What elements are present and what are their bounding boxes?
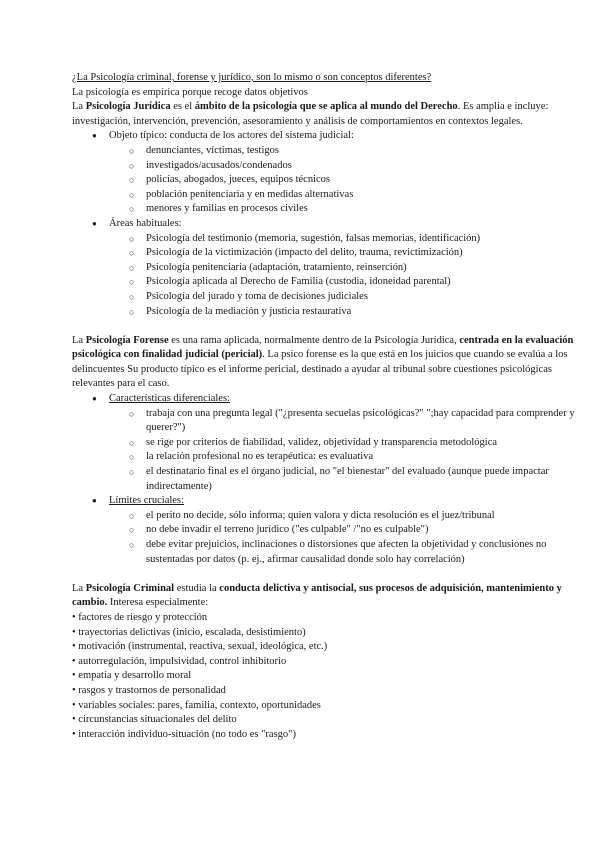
juridica-objeto: [92, 129, 580, 217]
areas-sublist: [109, 232, 580, 320]
forense-definition: centrada en la evaluación psicológica con finalidad judicial (pericial): [72, 334, 574, 361]
list-item: ○ Psicología del testimonio (memoria, sugestión, falsas memorias, identificación): [129, 232, 580, 247]
list-item: • autorregulación, impulsividad, control inhibitorio: [72, 655, 287, 667]
caracteristicas-sublist: [109, 407, 580, 495]
list-item: ○ el destinatario final es el órgano judicial, no "el bienestar" del evaluado (aunque puede impactar indirectamente): [129, 465, 580, 494]
limites-sublist: [109, 509, 580, 567]
list-item: ○ población penitenciaria y en medidas alternativas: [129, 188, 580, 203]
list-item: • rasgos y trastornos de personalidad: [72, 684, 226, 696]
spacer: [72, 567, 580, 582]
list-item: • factores de riesgo y protección: [72, 611, 208, 623]
list-item: • empatía y desarrollo moral: [72, 670, 192, 682]
criminal-paragraph: La Psicología Criminal estudia la conducta delictiva y antisocial, sus procesos de adquisición, mantenimiento y cambio. Interesa especialmente:: [72, 582, 562, 609]
forense-limites: [92, 494, 580, 567]
list-item: ○ el perito no decide, sólo informa; quien valora y dicta resolución es el juez/tribunal: [129, 509, 580, 524]
juridica-areas: [92, 217, 580, 319]
list-item: ○ se rige por criterios de fiabilidad, validez, objetividad y transparencia metodológica: [129, 436, 580, 451]
juridica-term: Psicología Jurídica: [85, 101, 171, 113]
limites-label: Límites cruciales:: [109, 495, 184, 507]
list-item: ○ denunciantes, víctimas, testigos: [129, 144, 580, 159]
intro-paragraph: La psicología es empírica porque recoge datos objetivos: [72, 86, 308, 98]
list-item: ○ investigados/acusados/condenados: [129, 159, 580, 174]
forense-caracteristicas: [92, 392, 580, 494]
list-item: ○ policías, abogados, jueces, equipos técnicos: [129, 173, 580, 188]
juridica-definition: ámbito de la psicología que se aplica al mundo del Derecho: [194, 101, 458, 113]
list-item: ○ debe evitar prejuicios, inclinaciones o distorsiones que afecten la objetividad y conclusiones no sustentadas por datos (p. ej., afirmar causalidad donde solo hay correlación): [129, 538, 580, 567]
list-item: • interacción individuo-situación (no todo es "rasgo"): [72, 728, 296, 740]
list-item: ○ Psicología del jurado y toma de decisiones judiciales: [129, 290, 580, 305]
criminal-definition: conducta delictiva y antisocial, sus procesos de adquisición, mantenimiento y cambio.: [72, 582, 562, 609]
objeto-label: Objeto típico: conducta de los actores del sistema judicial:: [109, 130, 354, 142]
list-item: ○ Psicología de la mediación y justicia restaurativa: [129, 305, 580, 320]
list-item: ○ la relación profesional no es terapéutica: es evaluativa: [129, 450, 580, 465]
spacer: [72, 319, 580, 334]
list-item: ○ Psicología de la victimización (impacto del delito, trauma, revictimización): [129, 246, 580, 261]
juridica-paragraph: La Psicología Jurídica es el ámbito de la psicología que se aplica al mundo del Derecho. Es amplia e incluye: investigación, intervención, prevención, asesoramiento y análisis de comportamientos en contextos legales.: [72, 101, 549, 127]
list-item: ○ menores y familias en procesos civiles: [129, 202, 580, 217]
list-item: • motivación (instrumental, reactiva, sexual, ideológica, etc.): [72, 641, 328, 653]
list-item: • variables sociales: pares, familia, contexto, oportunidades: [72, 699, 321, 711]
forense-paragraph: La Psicología Forense es una rama aplicada, normalmente dentro de la Psicología Jurídica, centrada en la evaluación psicológica con finalidad judicial (pericial). La psico forense es la que está en los juicios que cuando se evalúa a los delincuentes Su producto típico es el informe pericial, destinado a ayudar al tribunal sobre cuestiones psicológicas relevantes para el caso.: [72, 334, 574, 390]
caracteristicas-label: Características diferenciales:: [109, 393, 230, 405]
areas-label: Áreas habituales:: [109, 217, 182, 229]
list-item: • trayectorias delictivas (inicio, escalada, desistimiento): [72, 626, 306, 638]
objeto-sublist: [109, 144, 580, 217]
forense-list: [72, 392, 580, 567]
list-item: ○ Psicología penitenciaria (adaptación, tratamiento, reinserción): [129, 261, 580, 276]
criminal-term: Psicología Criminal: [85, 582, 175, 594]
list-item: ○ Psicología aplicada al Derecho de Familia (custodia, idoneidad parental): [129, 275, 580, 290]
criminal-list: [72, 611, 580, 742]
list-item: ○ no debe invadir el terreno jurídico ("es culpable" /"no es culpable"): [129, 523, 580, 538]
forense-term: Psicología Forense: [85, 334, 169, 346]
page-title: ¿La Psicología criminal, forense y jurídico, son lo mismo o son conceptos diferentes?: [72, 72, 432, 83]
list-item: • circunstancias situacionales del delito: [72, 714, 237, 726]
juridica-list: [72, 129, 580, 319]
list-item: ○ trabaja con una pregunta legal ("¿presenta secuelas psicológicas?" ";hay capacidad para comprender y querer?"): [129, 407, 580, 436]
